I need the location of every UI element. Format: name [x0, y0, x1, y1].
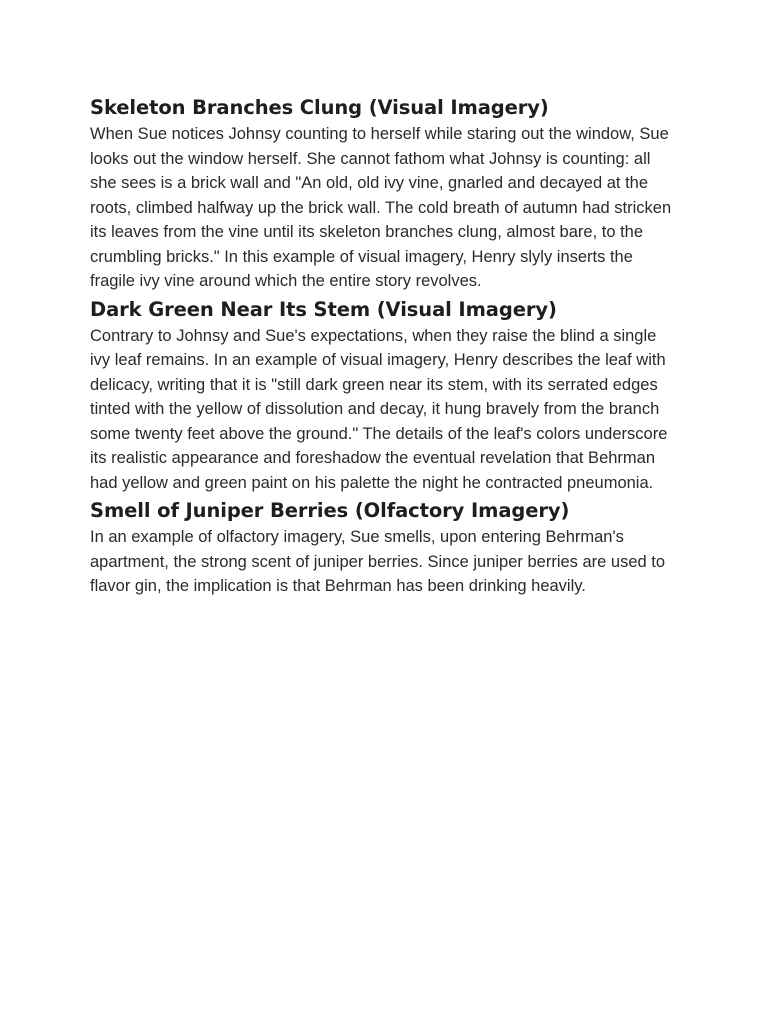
document-page — [90, 94, 680, 601]
section-dark-green — [90, 296, 680, 496]
section-paragraph: In an example of olfactory imagery, Sue smells, upon entering Behrman's apartment, the strong scent of juniper berries. Since juniper berries are used to flavor gin, the implication is that Behrman has been drinking heavily. — [90, 528, 666, 595]
section-paragraph: When Sue notices Johnsy counting to herself while staring out the window, Sue looks out the window herself. She cannot fathom what Johnsy is counting: all she sees is a brick wall and "An old, old ivy vine, gnarled and decayed at the roots, climbed halfway up the brick wall. The cold breath of autumn had stricken its leaves from the vine until its skeleton branches clung, almost bare, to the crumbling bricks." In this example of visual imagery, Henry slyly inserts the fragile ivy vine around which the entire story revolves. — [90, 125, 672, 290]
section-heading: Smell of Juniper Berries (Olfactory Imagery) — [90, 499, 570, 522]
section-heading: Dark Green Near Its Stem (Visual Imagery) — [90, 297, 557, 321]
section-paragraph: Contrary to Johnsy and Sue's expectations, when they raise the blind a single ivy leaf remains. In an example of visual imagery, Henry describes the leaf with delicacy, writing that it is "still dark green near its stem, with its serrated edges tinted with the yellow of dissolution and decay, it hung bravely from the branch some twenty feet above the ground." The details of the leaf's colors underscore its realistic appearance and foreshadow the eventual revelation that Behrman had yellow and green paint on his palette the night he contracted pneumonia. — [90, 326, 668, 492]
section-heading: Skeleton Branches Clung (Visual Imagery) — [90, 96, 549, 119]
section-juniper-berries — [90, 497, 680, 599]
section-skeleton-branches — [90, 94, 680, 294]
